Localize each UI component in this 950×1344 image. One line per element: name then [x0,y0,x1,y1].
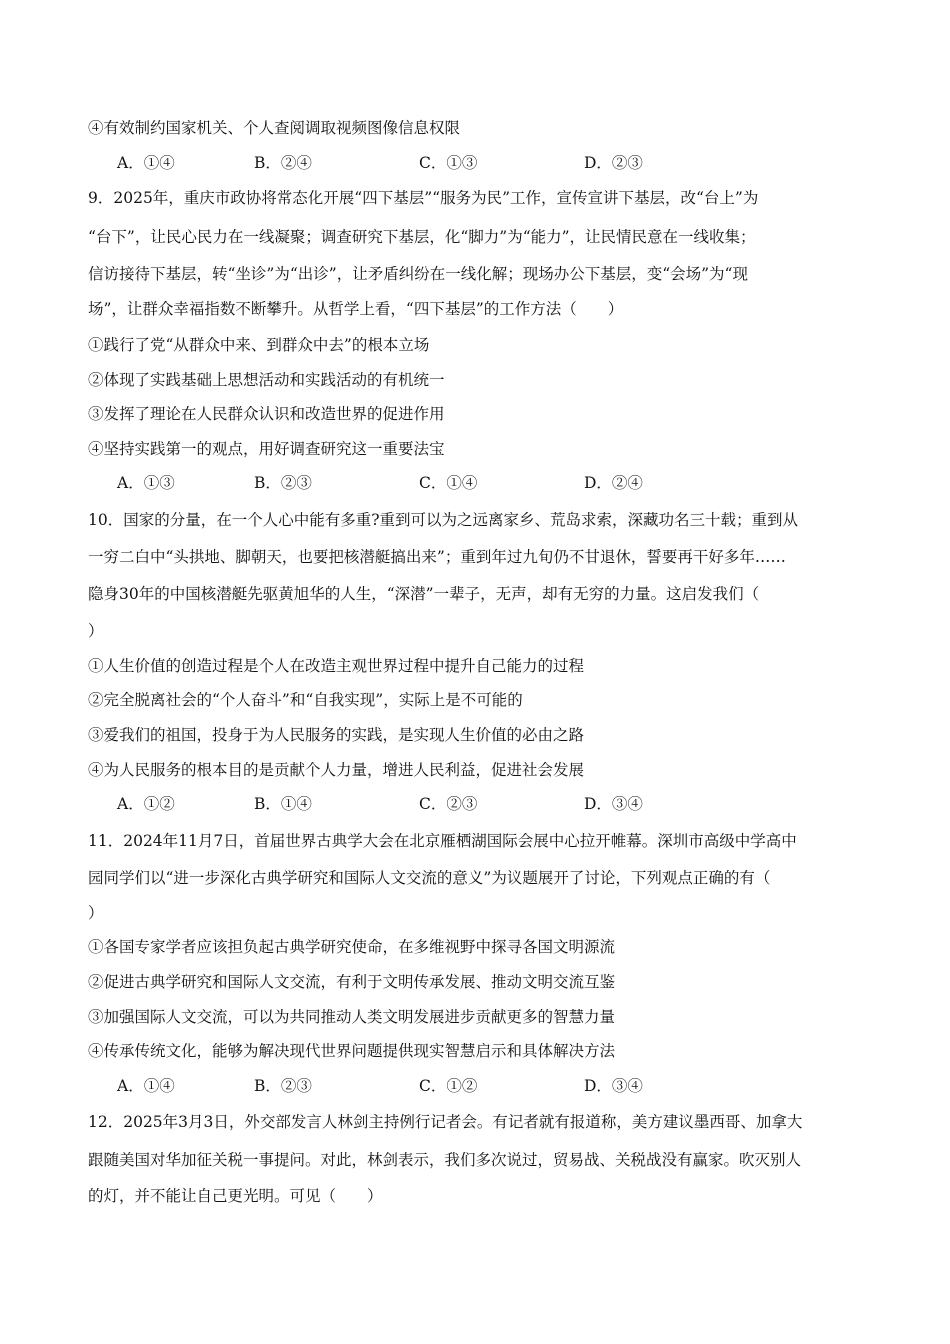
q11-stem-line-3: ） [88,904,104,922]
q9-option-d: D．②④ [584,474,643,492]
q11-statement-3: ③加强国际人文交流，可以为共同推动人类文明发展进步贡献更多的智慧力量 [88,1008,616,1026]
q11-stem-line-2: 园同学们以“进一步深化古典学研究和国际人文交流的意义”为议题展开了讨论，下列观点正确的有（ [88,869,771,887]
q10-stem-line-3: 隐身30年的中国核潜艇先驱黄旭华的人生，“深潜”一辈子，无声，却有无穷的力量。这启发我们（ [88,585,760,603]
q8-options [117,153,817,173]
q11-option-d: D．③④ [584,1077,643,1095]
q8-option-c: C．①③ [419,154,478,172]
q11-statement-1: ①各国专家学者应该担负起古典学研究使命，在多维视野中探寻各国文明源流 [88,938,616,956]
q10-statement-1: ①人生价值的创造过程是个人在改造主观世界过程中提升自己能力的过程 [88,657,585,675]
q10-stem-line-4: ） [88,622,104,640]
q9-statement-4: ④坚持实践第一的观点，用好调查研究这一重要法宝 [88,440,445,458]
q9-stem-line-2: “台下”，让民心民力在一线凝聚；调查研究下基层，化“脚力”为“能力”，让民情民意在一线收集； [88,228,756,246]
q11-stem-line-1: 11．2024年11月7日，首届世界古典学大会在北京雁栖湖国际会展中心拉开帷幕。深圳市高级中学高中 [88,832,797,850]
q9-stem-line-4: 场”，让群众幸福指数不断攀升。从哲学上看，“四下基层”的工作方法（ ） [88,300,624,318]
q10-option-d: D．③④ [584,795,643,813]
q11-statement-4: ④传承传统文化，能够为解决现代世界问题提供现实智慧启示和具体解决方法 [88,1042,616,1060]
q11-option-c: C．①② [419,1077,478,1095]
q10-option-a: A．①② [117,795,175,813]
q9-options [117,473,817,493]
q11-option-a: A．①④ [117,1077,175,1095]
q8-option-d: D．②③ [584,154,643,172]
q11-option-b: B．②③ [254,1077,312,1095]
q9-stem-line-3: 信访接待下基层，转“坐诊”为“出诊”，让矛盾纠纷在一线化解；现场办公下基层，变“会场”为“现 [88,265,748,283]
q9-stem-line-1: 9．2025年，重庆市政协将常态化开展“四下基层”“服务为民”工作，宣传宣讲下基层，改“台上”为 [88,189,759,207]
q10-stem-line-2: 一穷二白中“头拱地、脚朝天，也要把核潜艇搞出来”；重到年过九旬仍不甘退休，誓要再干好多年…… [88,548,786,566]
q8-option-a: A．①④ [117,154,175,172]
q11-options [117,1076,817,1096]
q9-option-c: C．①④ [419,474,478,492]
q9-statement-2: ②体现了实践基础上思想活动和实践活动的有机统一 [88,371,445,389]
q10-statement-3: ③爱我们的祖国，投身于为人民服务的实践，是实现人生价值的必由之路 [88,726,585,744]
q10-option-c: C．②③ [419,795,478,813]
q9-statement-3: ③发挥了理论在人民群众认识和改造世界的促进作用 [88,405,445,423]
q10-statement-2: ②完全脱离社会的“个人奋斗”和“自我实现”，实际上是不可能的 [88,691,523,709]
q9-statement-1: ①践行了党“从群众中来、到群众中去”的根本立场 [88,336,430,354]
q10-options [117,794,817,814]
q12-stem-line-2: 跟随美国对华加征关税一事提问。对此，林剑表示，我们多次说过，贸易战、关税战没有赢家。吹灭别人 [88,1151,802,1169]
q12-stem-line-1: 12．2025年3月3日，外交部发言人林剑主持例行记者会。有记者就有报道称，美方建议墨西哥、加拿大 [88,1113,803,1131]
q10-statement-4: ④为人民服务的根本目的是贡献个人力量，增进人民利益，促进社会发展 [88,761,585,779]
q8-statement-4: ④有效制约国家机关、个人查阅调取视频图像信息权限 [88,119,461,137]
q9-option-b: B．②③ [254,474,312,492]
q8-option-b: B．②④ [254,154,312,172]
q12-stem-line-3: 的灯，并不能让自己更光明。可见（ ） [88,1187,383,1205]
q11-statement-2: ②促进古典学研究和国际人文交流，有利于文明传承发展、推动文明交流互鉴 [88,973,616,991]
q10-stem-line-1: 10．国家的分量，在一个人心中能有多重?重到可以为之远离家乡、荒岛求索，深藏功名三十载；重到从 [88,511,799,529]
q9-option-a: A．①③ [117,474,175,492]
q10-option-b: B．①④ [254,795,312,813]
